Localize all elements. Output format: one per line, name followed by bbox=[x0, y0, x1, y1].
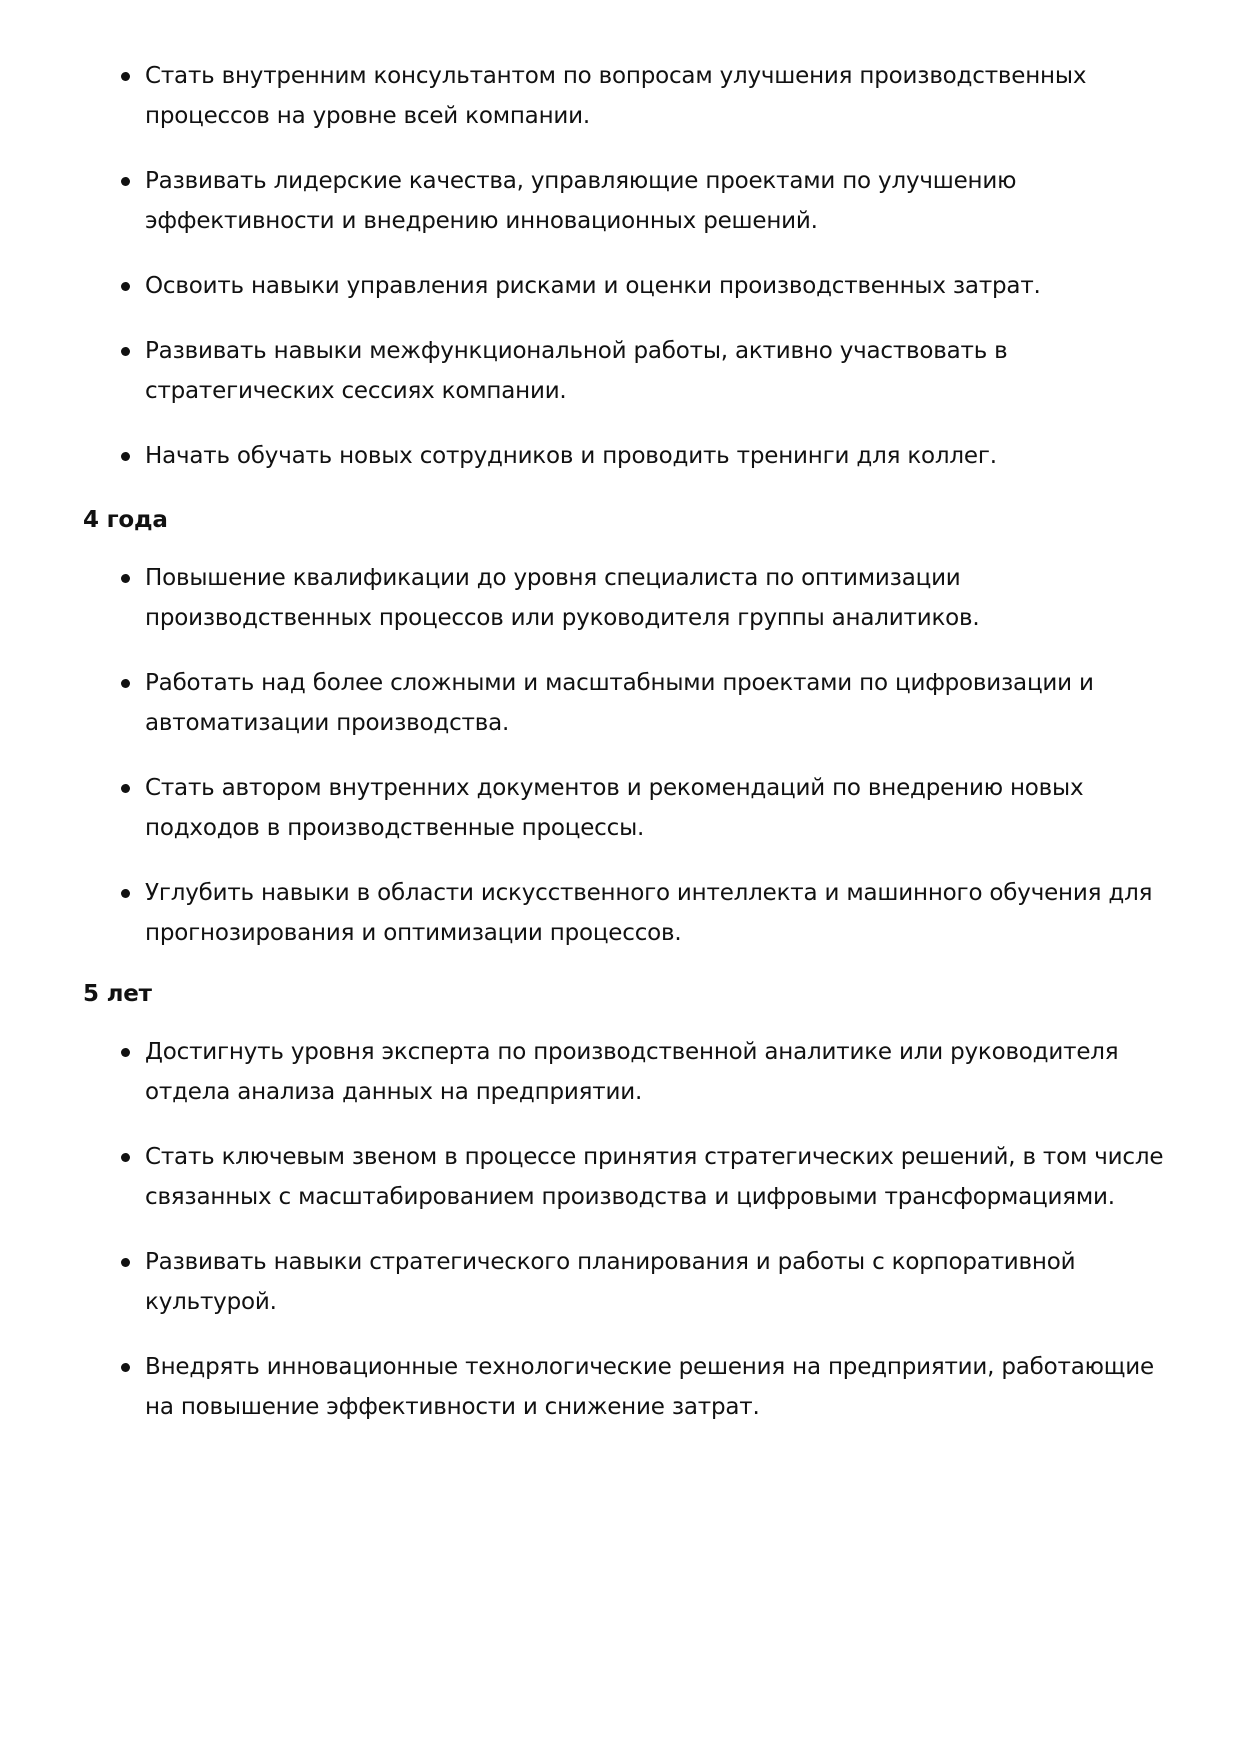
list-item-text: Внедрять инновационные технологические решения на предприятии, работающие на повышение эффективности и снижение затрат. bbox=[145, 1354, 1154, 1420]
bullet-icon bbox=[121, 679, 130, 688]
list-item bbox=[83, 663, 1169, 743]
bullet-icon bbox=[121, 347, 130, 356]
list-item-text: Развивать навыки межфункциональной работы, активно участвовать в стратегических сессиях компании. bbox=[145, 338, 1008, 404]
list-item bbox=[83, 873, 1169, 953]
list-item bbox=[83, 161, 1169, 241]
list-item-text: Развивать лидерские качества, управляющие проектами по улучшению эффективности и внедрению инновационных решений. bbox=[145, 168, 1017, 234]
list-item-text: Начать обучать новых сотрудников и проводить тренинги для коллег. bbox=[145, 443, 997, 469]
section-heading-5-years: 5 лет bbox=[83, 981, 152, 1007]
bullet-icon bbox=[121, 574, 130, 583]
bullet-icon bbox=[121, 1048, 130, 1057]
list-item bbox=[83, 558, 1169, 638]
bullet-icon bbox=[121, 282, 130, 291]
section-heading-4-years: 4 года bbox=[83, 507, 168, 533]
list-item-text: Стать внутренним консультантом по вопросам улучшения производственных процессов на уровне всей компании. bbox=[145, 63, 1087, 129]
list-item bbox=[83, 436, 1169, 476]
goal-list-5-years bbox=[83, 1032, 1169, 1427]
list-item bbox=[83, 266, 1169, 306]
list-item-text: Работать над более сложными и масштабными проектами по цифровизации и автоматизации производства. bbox=[145, 670, 1094, 736]
list-item-text: Углубить навыки в области искусственного интеллекта и машинного обучения для прогнозирования и оптимизации процессов. bbox=[145, 880, 1153, 946]
list-item bbox=[83, 1242, 1169, 1322]
list-item-text: Развивать навыки стратегического планирования и работы с корпоративной культурой. bbox=[145, 1249, 1076, 1315]
goal-list-3-years bbox=[83, 56, 1169, 476]
bullet-icon bbox=[121, 1258, 130, 1267]
bullet-icon bbox=[121, 72, 130, 81]
list-item-text: Стать ключевым звеном в процессе принятия стратегических решений, в том числе связанных с масштабированием производства и цифровыми трансформациями. bbox=[145, 1144, 1164, 1210]
bullet-icon bbox=[121, 889, 130, 898]
bullet-icon bbox=[121, 177, 130, 186]
bullet-icon bbox=[121, 452, 130, 461]
list-item bbox=[83, 1347, 1169, 1427]
bullet-icon bbox=[121, 1153, 130, 1162]
bullet-icon bbox=[121, 784, 130, 793]
goal-list-4-years bbox=[83, 558, 1169, 953]
list-item bbox=[83, 1137, 1169, 1217]
bullet-icon bbox=[121, 1363, 130, 1372]
list-item-text: Освоить навыки управления рисками и оценки производственных затрат. bbox=[145, 273, 1041, 299]
list-item-text: Стать автором внутренних документов и рекомендаций по внедрению новых подходов в производственные процессы. bbox=[145, 775, 1084, 841]
list-item bbox=[83, 331, 1169, 411]
list-item-text: Повышение квалификации до уровня специалиста по оптимизации производственных процессов или руководителя группы аналитиков. bbox=[145, 565, 980, 631]
list-item bbox=[83, 768, 1169, 848]
list-item bbox=[83, 1032, 1169, 1112]
list-item bbox=[83, 56, 1169, 136]
list-item-text: Достигнуть уровня эксперта по производственной аналитике или руководителя отдела анализа данных на предприятии. bbox=[145, 1039, 1119, 1105]
